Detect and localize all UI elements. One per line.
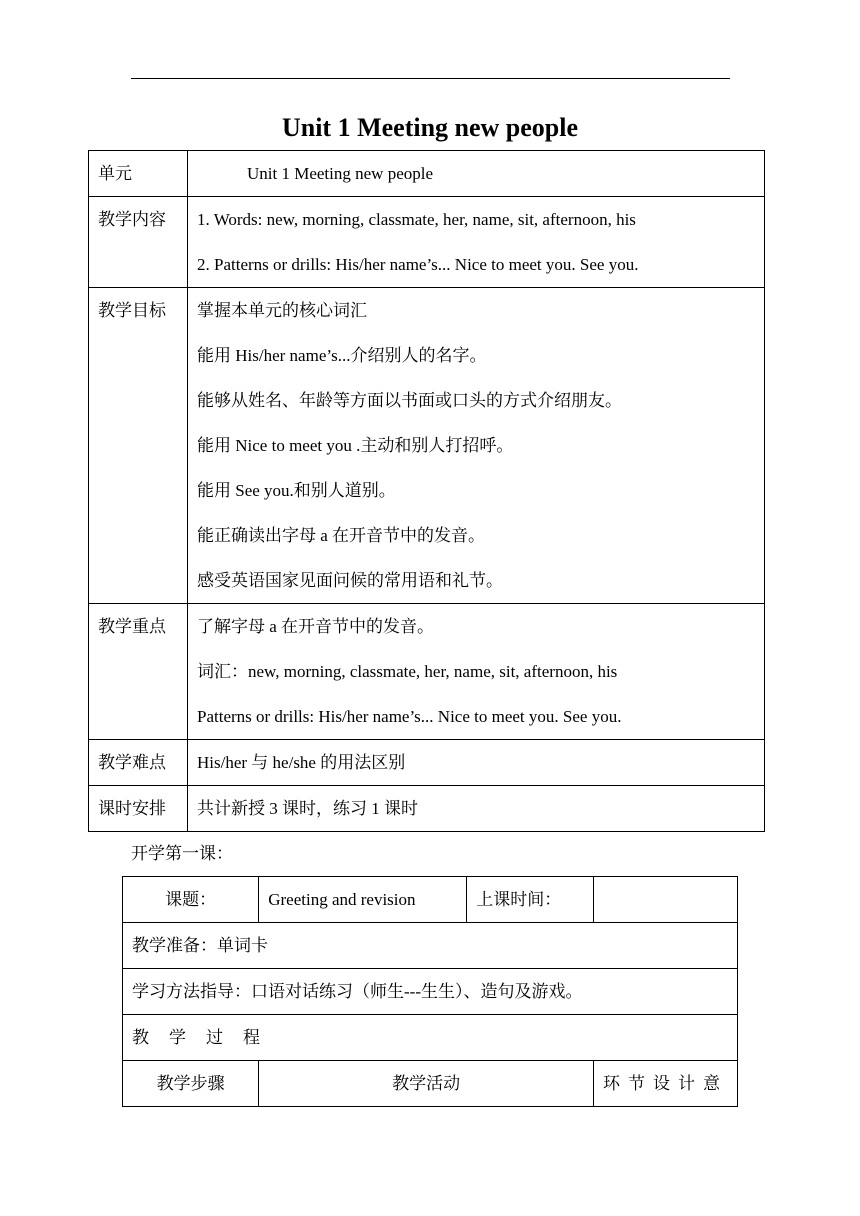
table-row [123, 1015, 738, 1061]
key-point-line: Patterns or drills: His/her name’s... Nice to meet you. See you. [197, 707, 622, 726]
table-row [89, 786, 765, 832]
row-label: 教学重点 [89, 604, 188, 740]
topic-label: 课题： [123, 877, 259, 923]
topic-value: Greeting and revision [259, 877, 467, 923]
objective-line: 感受英语国家见面问候的常用语和礼节。 [197, 571, 503, 590]
objective-line: 掌握本单元的核心词汇 [197, 301, 367, 320]
objective-line: 能正确读出字母 a 在开音节中的发音。 [197, 526, 486, 545]
column-header-activities: 教学活动 [259, 1061, 594, 1107]
table-row [89, 197, 765, 288]
objective-line: 能用 Nice to meet you .主动和别人打招呼。 [197, 436, 514, 455]
key-point-line: 词汇：new, morning, classmate, her, name, sit, afternoon, his [197, 662, 618, 681]
row-label: 教学目标 [89, 288, 188, 604]
key-point-line: 了解字母 a 在开音节中的发音。 [197, 617, 435, 636]
time-label: 上课时间： [467, 877, 594, 923]
table-row [89, 604, 765, 740]
method-text: 学习方法指导：口语对话练习（师生---生生）、造句及游戏。 [123, 969, 738, 1015]
objective-line: 能用 His/her name’s...介绍别人的名字。 [197, 346, 487, 365]
row-label: 教学内容 [89, 197, 188, 288]
row-label: 单元 [89, 151, 188, 197]
difficulty-text: His/her 与 he/she 的用法区别 [197, 753, 406, 772]
schedule-text: 共计新授 3 课时，练习 1 课时 [197, 799, 418, 818]
table-row [123, 969, 738, 1015]
table-row [89, 288, 765, 604]
objective-line: 能够从姓名、年龄等方面以书面或口头的方式介绍朋友。 [197, 391, 622, 410]
row-label: 教学难点 [89, 740, 188, 786]
table-row [123, 1061, 738, 1107]
table-row [89, 740, 765, 786]
header-rule [131, 78, 730, 79]
lesson-heading: 开学第一课： [131, 844, 233, 863]
unit-overview-table [88, 150, 765, 832]
table-row [123, 923, 738, 969]
column-header-steps: 教学步骤 [123, 1061, 259, 1107]
lesson-plan-table [122, 876, 738, 1107]
page-title: Unit 1 Meeting new people [281, 113, 579, 142]
column-header-design: 环节设计意 [593, 1061, 737, 1107]
process-heading: 教学过程 [123, 1015, 738, 1061]
row-value [188, 740, 765, 786]
preparation-text: 教学准备：单词卡 [123, 923, 738, 969]
row-value [188, 197, 765, 288]
table-row [123, 877, 738, 923]
row-value [188, 151, 765, 197]
content-line: 2. Patterns or drills: His/her name’s... Nice to meet you. See you. [197, 255, 639, 274]
time-value [593, 877, 737, 923]
unit-title: Unit 1 Meeting new people [247, 164, 434, 183]
content-line: 1. Words: new, morning, classmate, her, name, sit, afternoon, his [197, 210, 636, 229]
row-label: 课时安排 [89, 786, 188, 832]
row-value [188, 786, 765, 832]
row-value [188, 288, 765, 604]
table-row [89, 151, 765, 197]
objective-line: 能用 See you.和别人道别。 [197, 481, 396, 500]
row-value [188, 604, 765, 740]
